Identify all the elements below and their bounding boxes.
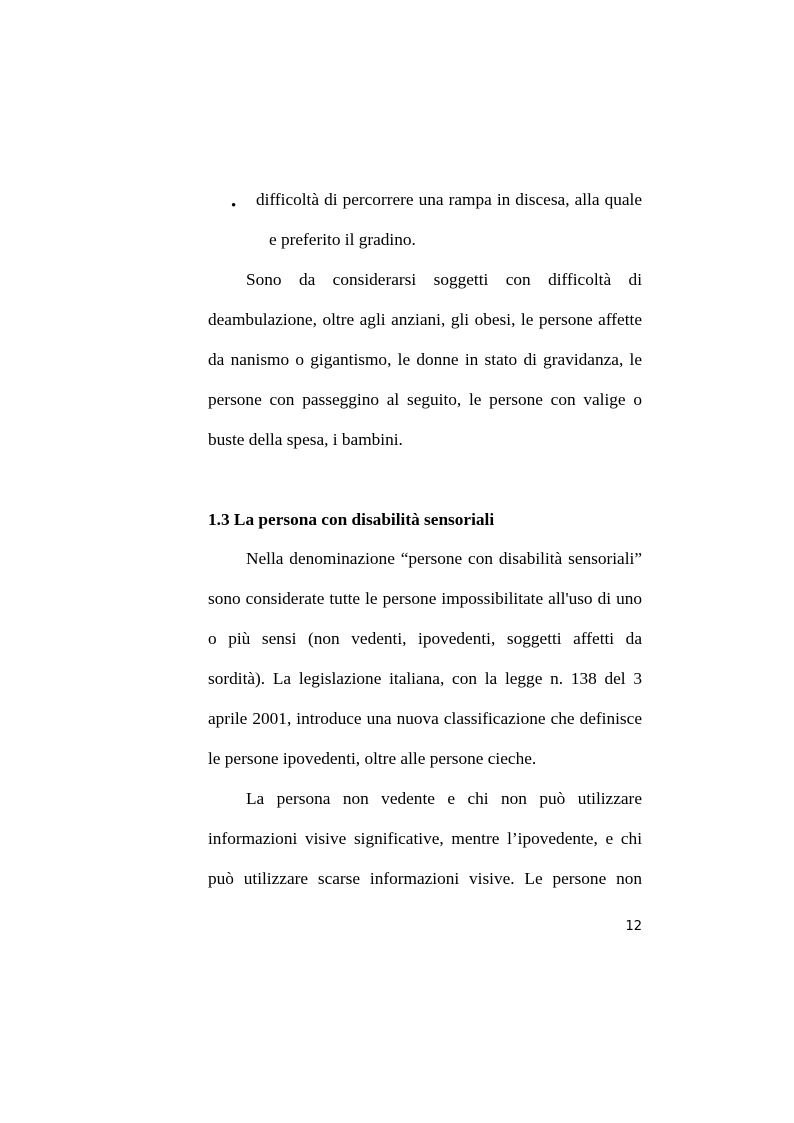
paragraph3-line-3: può utilizzare scarse informazioni visive. Le persone non	[208, 869, 642, 888]
paragraph3-line-2: informazioni visive significative, mentre l’ipovedente, e chi	[208, 829, 642, 848]
paragraph2-line-4: sordità). La legislazione italiana, con la legge n. 138 del 3	[208, 669, 642, 688]
paragraph2-line-2: sono considerate tutte le persone impossibilitate all'uso di uno	[208, 589, 642, 608]
bullet-line-1: difficoltà di percorrere una rampa in discesa, alla quale	[256, 190, 642, 209]
paragraph1-line-3: da nanismo o gigantismo, le donne in stato di gravidanza, le	[208, 350, 642, 369]
paragraph1-line-2: deambulazione, oltre agli anziani, gli obesi, le persone affette	[208, 310, 642, 329]
paragraph1-line-1: Sono da considerarsi soggetti con difficoltà di	[246, 270, 642, 289]
bullet-line-2: e preferito il gradino.	[269, 230, 416, 249]
paragraph2-line-6: le persone ipovedenti, oltre alle persone cieche.	[208, 749, 537, 768]
bullet-dot-icon: •	[231, 198, 237, 214]
paragraph2-line-3: o più sensi (non vedenti, ipovedenti, soggetti affetti da	[208, 629, 642, 648]
page-number: 12	[625, 919, 642, 934]
paragraph3-line-1: La persona non vedente e chi non può utilizzare	[246, 789, 642, 808]
paragraph1-line-4: persone con passeggino al seguito, le persone con valige o	[208, 390, 642, 409]
section-heading: 1.3 La persona con disabilità sensoriali	[208, 510, 495, 529]
paragraph2-line-5: aprile 2001, introduce una nuova classificazione che definisce	[208, 709, 642, 728]
paragraph1-line-5: buste della spesa, i bambini.	[208, 430, 403, 449]
paragraph2-line-1: Nella denominazione “persone con disabilità sensoriali”	[246, 549, 642, 568]
